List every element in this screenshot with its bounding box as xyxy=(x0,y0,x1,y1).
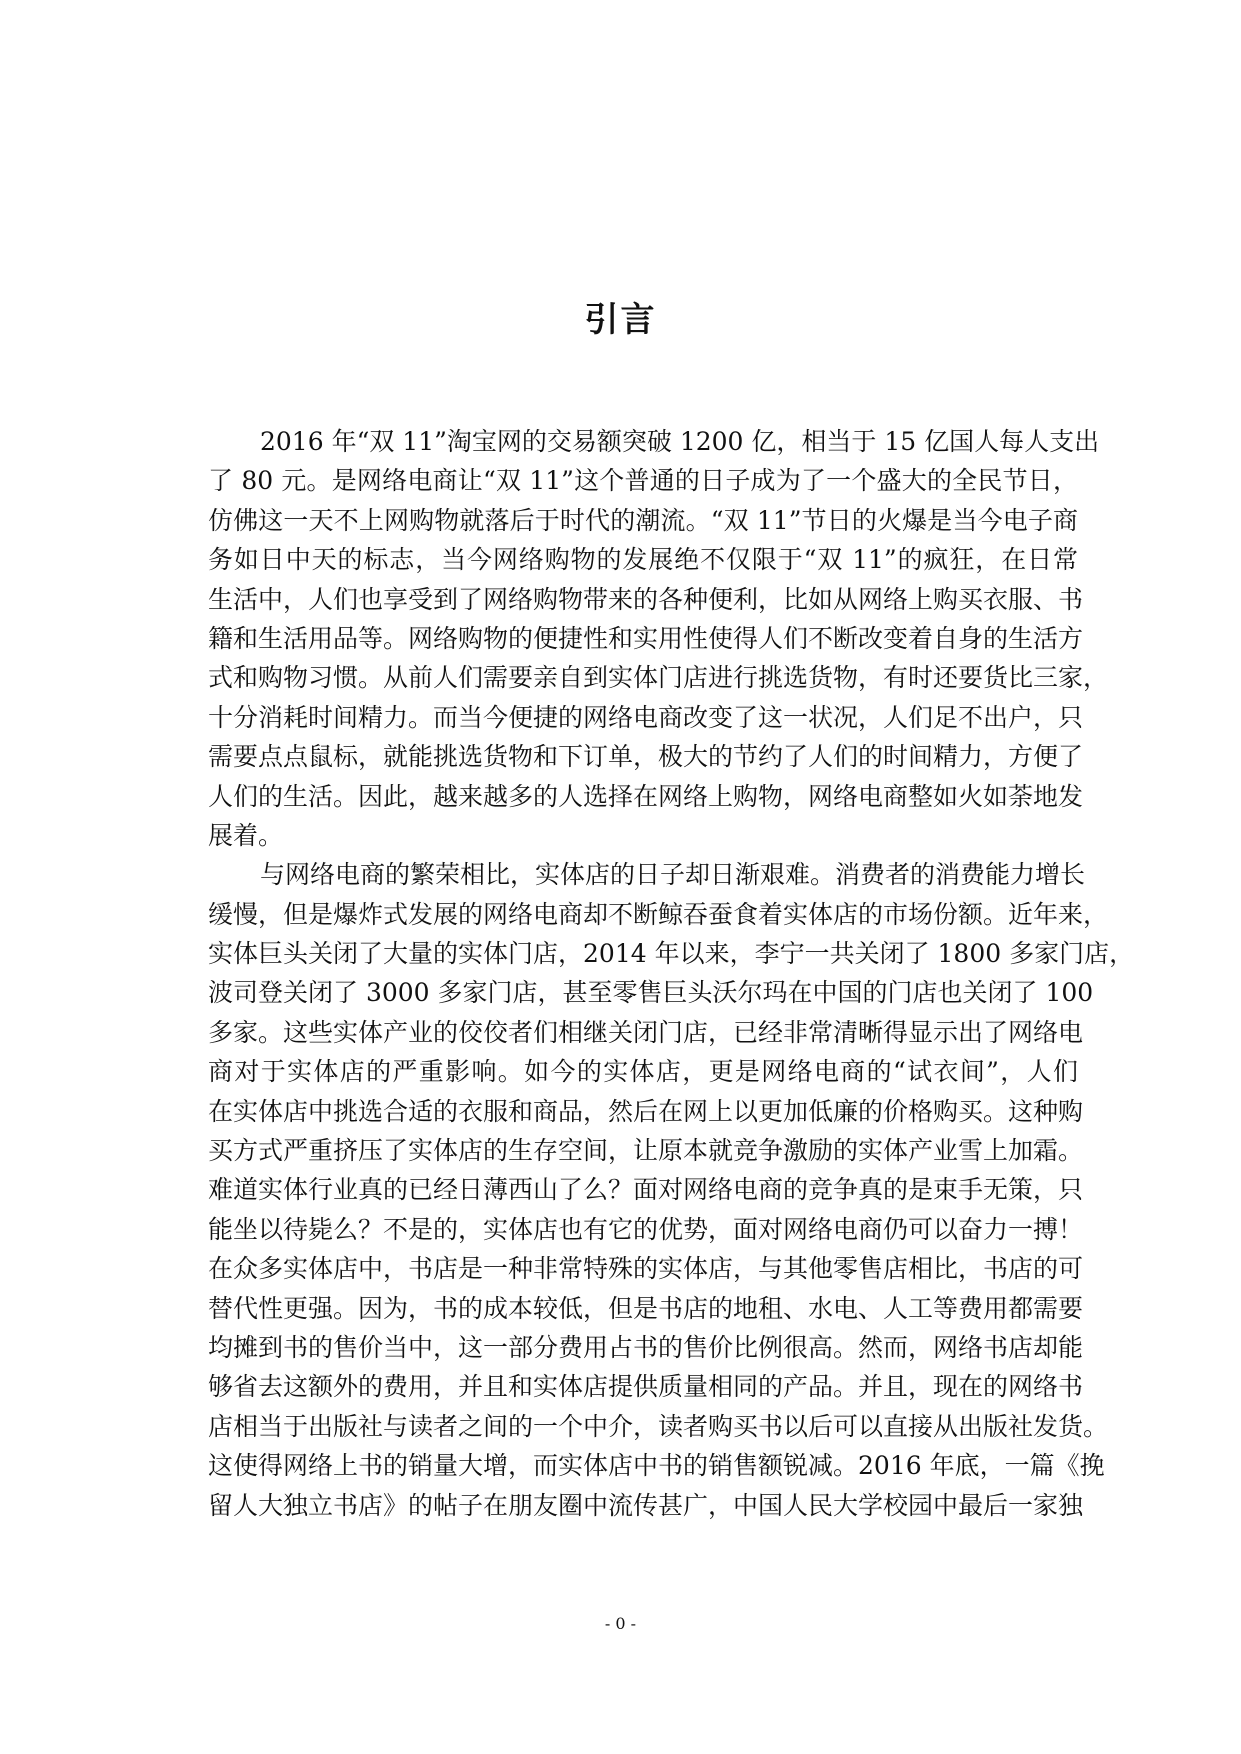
text-line: 波司登关闭了 3000 多家门店，甚至零售巨头沃尔玛在中国的门店也关闭了 100 xyxy=(208,978,1094,1008)
text-line: 均摊到书的售价当中，这一部分费用占书的售价比例很高。然而，网络书店却能 xyxy=(208,1332,1084,1362)
text-line: 商对于实体店的严重影响。如今的实体店，更是网络电商的“试衣间”，人们 xyxy=(208,1057,1078,1087)
text-line: 替代性更强。因为，书的成本较低，但是书店的地租、水电、人工等费用都需要 xyxy=(208,1293,1084,1323)
text-line: 生活中，人们也享受到了网络购物带来的各种便利，比如从网络上购买衣服、书 xyxy=(208,584,1084,614)
text-line: 式和购物习惯。从前人们需要亲自到实体门店进行挑选货物，有时还要货比三家， xyxy=(208,663,1109,693)
text-line: 买方式严重挤压了实体店的生存空间，让原本就竞争激励的实体产业雪上加霜。 xyxy=(208,1136,1084,1166)
body-text xyxy=(208,422,1135,1525)
text-line: 在实体店中挑选合适的衣服和商品，然后在网上以更加低廉的价格购买。这种购 xyxy=(208,1096,1084,1126)
page-number: - 0 - xyxy=(604,1614,637,1633)
text-line: 展着。 xyxy=(208,820,284,850)
text-line: 能坐以待毙么？不是的，实体店也有它的优势，面对网络电商仍可以奋力一搏！ xyxy=(208,1214,1084,1244)
text-line: 店相当于出版社与读者之间的一个中介，读者购买书以后可以直接从出版社发货。 xyxy=(208,1411,1109,1441)
text-line: 缓慢，但是爆炸式发展的网络电商却不断鲸吞蚕食着实体店的市场份额。近年来， xyxy=(208,899,1109,929)
text-line: 留人大独立书店》的帖子在朋友圈中流传甚广，中国人民大学校园中最后一家独 xyxy=(208,1490,1084,1520)
text-line: 仿佛这一天不上网购物就落后于时代的潮流。“双 11”节日的火爆是当今电子商 xyxy=(208,505,1078,535)
paragraph xyxy=(208,422,1109,855)
text-line: 实体巨头关闭了大量的实体门店，2014 年以来，李宁一共关闭了 1800 多家门店， xyxy=(208,939,1135,969)
text-line: 2016 年“双 11”淘宝网的交易额突破 1200 亿，相当于 15 亿国人每人支出 xyxy=(260,427,1100,456)
paragraph xyxy=(208,1249,1109,1525)
text-line: 在众多实体店中，书店是一种非常特殊的实体店，与其他零售店相比，书店的可 xyxy=(208,1254,1084,1284)
text-line: 够省去这额外的费用，并且和实体店提供质量相同的产品。并且，现在的网络书 xyxy=(208,1372,1084,1402)
text-line: 籍和生活用品等。网络购物的便捷性和实用性使得人们不断改变着自身的生活方 xyxy=(208,623,1084,653)
text-line: 与网络电商的繁荣相比，实体店的日子却日渐艰难。消费者的消费能力增长 xyxy=(260,860,1086,890)
paragraph xyxy=(208,855,1135,1249)
page-title: 引言 xyxy=(584,300,657,340)
text-line: 十分消耗时间精力。而当今便捷的网络电商改变了这一状况，人们足不出户，只 xyxy=(208,702,1084,732)
text-line: 难道实体行业真的已经日薄西山了么？面对网络电商的竞争真的是束手无策，只 xyxy=(208,1175,1084,1205)
text-line: 了 80 元。是网络电商让“双 11”这个普通的日子成为了一个盛大的全民节日， xyxy=(208,466,1078,496)
text-line: 务如日中天的标志，当今网络购物的发展绝不仅限于“双 11”的疯狂，在日常 xyxy=(208,545,1078,575)
text-line: 人们的生活。因此，越来越多的人选择在网络上购物，网络电商整如火如荼地发 xyxy=(208,781,1084,811)
text-line: 这使得网络上书的销量大增，而实体店中书的销售额锐减。2016 年底，一篇《挽 xyxy=(208,1451,1105,1481)
text-line: 多家。这些实体产业的佼佼者们相继关闭门店，已经非常清晰得显示出了网络电 xyxy=(208,1017,1084,1047)
text-line: 需要点点鼠标，就能挑选货物和下订单，极大的节约了人们的时间精力，方便了 xyxy=(208,742,1084,772)
